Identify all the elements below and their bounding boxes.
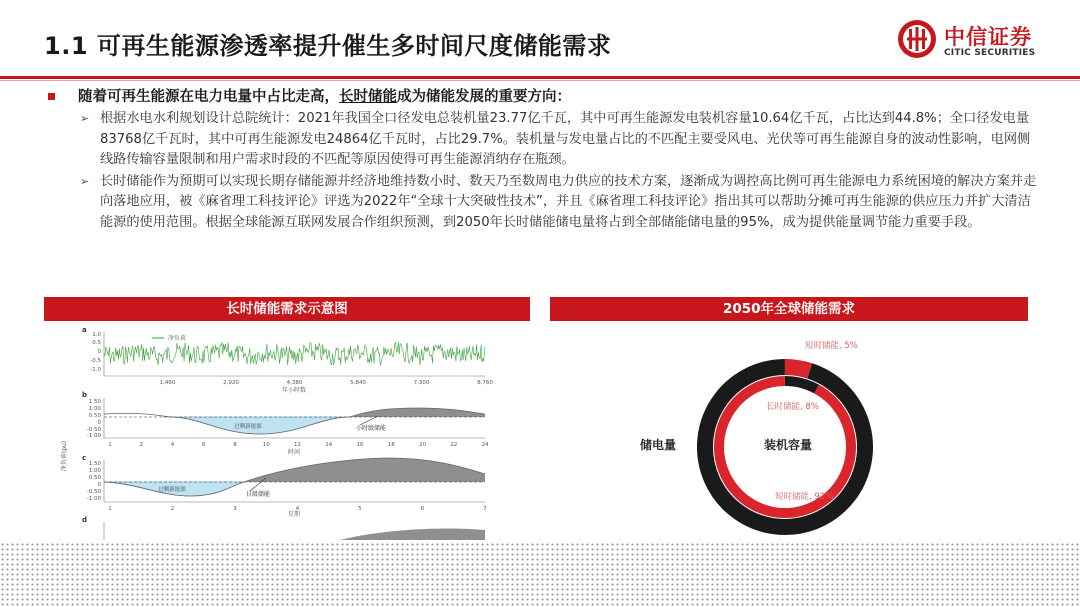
subplot-c: [82, 454, 487, 518]
storage-label: 日级储能: [246, 491, 271, 498]
sub-bullet-text: 长时储能作为预期可以实现长期存储能源并经济地维持数小时、数天乃至数周电力供应的技术方案，逐渐成为调控高比例可再生能源电力系统困境的解决方案并走向落地应用，被《麻省理工科技评论》评选为2022年“全球十大突破性技术”，并且《麻省理工科技评论》指出其可以帮助分摊可再生能源的供应压力并扩大清洁能源的使用范围。根据全球能源互联网发展合作组织预测，到2050年长时储能储电量将占到全部储能储电量的95%，成为提供能量调节能力重要手段。: [100, 173, 1037, 230]
y-tick: 0.50: [88, 413, 101, 419]
x-tick-label: 7: [483, 506, 487, 512]
x-tick-label: 5,840: [350, 380, 366, 386]
company-logo: [896, 18, 1056, 68]
x-tick-label: 4,380: [286, 380, 303, 386]
legend-label: 净负荷: [168, 335, 187, 342]
x-ticks-b: [108, 442, 489, 448]
lead-text-start: 随着可再生能源在电力电量中占比走高，: [78, 89, 339, 105]
slide-title: 1.1 可再生能源渗透率提升催生多时间尺度储能需求: [44, 32, 612, 60]
x-tick-label: 22: [450, 442, 458, 448]
y-tick: 1.00: [88, 406, 101, 412]
x-axis-label: 时间: [287, 449, 301, 456]
x-tick-label: 3: [233, 506, 237, 512]
sub-bullet-2: [48, 172, 1038, 234]
sub-bullet-1: [48, 109, 1038, 171]
x-tick-label: 1: [108, 506, 112, 512]
left-panel-title: 长时储能需求示意图: [44, 297, 530, 321]
donut-slice-1-0: [785, 381, 817, 389]
x-axis-label: 星期: [287, 511, 301, 518]
subplot-d: [82, 516, 485, 540]
x-tick-label: 5: [358, 506, 362, 512]
shared-y-axis-label: 净负荷(pu): [61, 440, 68, 472]
header-divider-thin: [0, 80, 1080, 81]
inner-ring-label: 装机容量: [764, 438, 813, 452]
x-tick-label: 2: [139, 442, 143, 448]
lead-text-end: 成为储能发展的重要方向：: [397, 89, 571, 105]
x-tick-label: 24: [481, 442, 489, 448]
x-tick-label: 10: [262, 442, 270, 448]
x-tick-label: 4: [170, 442, 175, 448]
storage-label: 小时级储能: [356, 425, 387, 432]
logo-chinese-name: 中信证券: [944, 25, 1032, 49]
chevron-right-icon: ➢: [80, 174, 90, 188]
y-tick: -0.5: [90, 358, 101, 364]
square-bullet-icon: [48, 93, 55, 100]
long-duration-storage-figure: [60, 326, 500, 540]
x-tick-label: 14: [325, 442, 333, 448]
x-tick-label: 6: [420, 506, 425, 512]
lead-paragraph: [48, 86, 1038, 108]
x-tick-label: 2,920: [223, 380, 239, 386]
y-tick: 1.0: [92, 332, 101, 338]
y-tick: 1.50: [88, 461, 101, 467]
subplot-a: [82, 326, 493, 394]
x-tick-label: 18: [387, 442, 395, 448]
x-axis-label: 年小时数: [281, 387, 307, 394]
surplus-label: 过剩新能源: [158, 487, 186, 493]
x-ticks-a: [160, 380, 494, 386]
arrow-icon: [360, 416, 378, 425]
net-load-series: [104, 342, 485, 365]
lead-text-underline: 长时储能: [339, 89, 397, 105]
y-tick: -1.00: [86, 433, 101, 439]
y-tick: -1.0: [90, 367, 101, 373]
dotted-footer-pattern: [0, 542, 1080, 607]
x-tick-label: 20: [419, 442, 426, 448]
x-tick-label: 8: [233, 442, 237, 448]
x-tick-label: 2: [170, 506, 175, 512]
y-tick: 0: [97, 420, 101, 426]
y-tick: 0.50: [88, 475, 101, 481]
x-tick-label: 8,760: [477, 380, 493, 386]
y-tick: 1.00: [88, 468, 101, 474]
y-tick: 0.5: [92, 340, 101, 346]
logo-english-name: CITIC SECURITIES: [944, 48, 1036, 58]
y-tick: -0.50: [86, 489, 101, 495]
donut-slice-0-0: [785, 367, 810, 371]
slice-label-short-inner: 短时储能, 92%: [775, 492, 834, 502]
subplot-tag: b: [82, 391, 88, 399]
slide-body: [48, 86, 1038, 233]
y-tick: -0.50: [86, 427, 101, 433]
header-divider: [0, 76, 1080, 79]
slice-label-short-outer: 短时储能, 5%: [805, 341, 858, 351]
y-tick: 1.50: [88, 399, 101, 405]
x-tick-label: 16: [356, 442, 364, 448]
subplot-tag: a: [82, 326, 87, 334]
x-tick-label: 1: [108, 442, 112, 448]
subplot-tag: c: [82, 454, 87, 462]
surplus-label: 过剩新能源: [234, 424, 262, 430]
x-tick-label: 12: [294, 442, 301, 448]
subplot-tag: d: [82, 516, 88, 524]
outer-ring-label: 储电量: [640, 438, 677, 452]
x-tick-label: 7,300: [413, 380, 430, 386]
right-panel-title: 2050年全球储能需求: [550, 297, 1028, 321]
chevron-right-icon: ➢: [80, 112, 90, 125]
citic-logo-icon: [896, 18, 938, 60]
subplot-b: [82, 391, 489, 456]
sub-bullet-text: 根据水电水利规划设计总院统计：2021年我国全口径发电总装机量23.77亿千瓦，其中可再生能源发电装机容量10.64亿千瓦，占比达到44.8%；全口径发电量83768亿千瓦时，其中可再生能源发电24864亿千瓦时，占比29.7%。装机量与发电量占比的不匹配主要受风电、光伏等可再生能源自身的波动性影响，电网侧线路传输容量限制和用户需求时段的不匹配等原因使得可再生能源消纳存在瓶颈。: [100, 111, 1031, 167]
slice-label-long-inner: 长时储能, 8%: [766, 402, 819, 412]
y-tick: 0: [97, 349, 101, 355]
daily-storage-area: [244, 458, 485, 482]
subplot-d-area: [340, 528, 485, 540]
x-tick-label: 1,460: [159, 380, 176, 386]
y-tick: -1.00: [86, 496, 101, 502]
x-tick-label: 6: [202, 442, 206, 448]
x-tick-label: 4: [295, 506, 300, 512]
hourly-storage-area: [350, 408, 485, 417]
slide-header: [0, 0, 1080, 78]
y-tick: 0: [97, 482, 101, 488]
